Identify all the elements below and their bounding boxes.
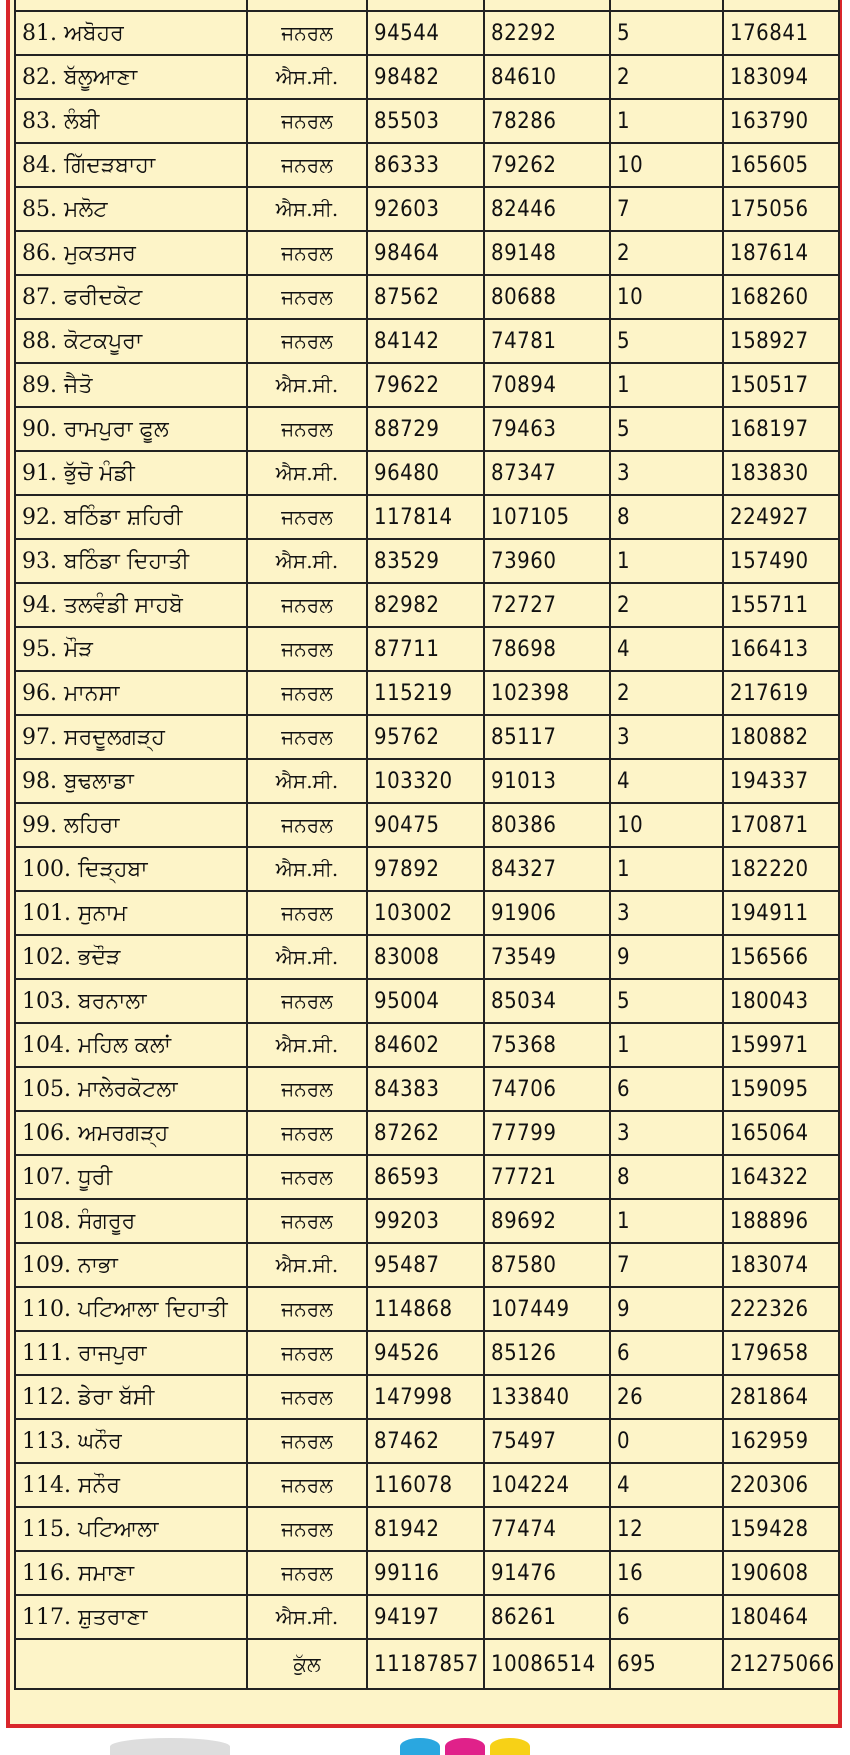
value-cell-col4: 85126 [484, 1331, 610, 1375]
value-cell-col4: 85117 [484, 715, 610, 759]
decorative-shape [445, 1738, 485, 1755]
table-row [15, 1375, 839, 1419]
value-cell-col3: 85503 [367, 99, 484, 143]
value-cell-col6: 159428 [723, 1507, 839, 1551]
value-cell-col6: 166413 [723, 627, 839, 671]
value-cell-col4: 72727 [484, 583, 610, 627]
table-row [15, 759, 839, 803]
table-frame [6, 0, 842, 1728]
value-cell-col3: 94526 [367, 1331, 484, 1375]
value-cell-col5: 1 [610, 1199, 723, 1243]
table-row [15, 99, 839, 143]
category-cell: ਜਨਰਲ [247, 1067, 367, 1111]
table-top-edge-row [15, 0, 839, 11]
category-cell: ਜਨਰਲ [247, 1331, 367, 1375]
value-cell-col4: 77799 [484, 1111, 610, 1155]
constituency-table [14, 0, 840, 1690]
value-cell-col6: 220306 [723, 1463, 839, 1507]
value-cell-col5: 7 [610, 1243, 723, 1287]
value-cell-col6: 176841 [723, 11, 839, 55]
value-cell-col4: 104224 [484, 1463, 610, 1507]
table-row [15, 1551, 839, 1595]
value-cell-col6: 156566 [723, 935, 839, 979]
constituency-name-cell: 98. ਬੁਢਲਾਡਾ [15, 759, 247, 803]
table-row [15, 319, 839, 363]
value-cell-col3: 99203 [367, 1199, 484, 1243]
table-row [15, 187, 839, 231]
constituency-name-cell: 81. ਅਬੋਹਰ [15, 11, 247, 55]
value-cell-col6: 188896 [723, 1199, 839, 1243]
value-cell-col4: 87347 [484, 451, 610, 495]
category-cell: ਜਨਰਲ [247, 275, 367, 319]
table-row [15, 1507, 839, 1551]
value-cell-col4: 87580 [484, 1243, 610, 1287]
value-cell-col6: 21275066 [723, 1639, 839, 1689]
value-cell-col5: 10 [610, 143, 723, 187]
constituency-name-cell: 90. ਰਾਮਪੁਰਾ ਫੂਲ [15, 407, 247, 451]
value-cell-col4: 75368 [484, 1023, 610, 1067]
category-cell: ਕੁੱਲ [247, 1639, 367, 1689]
value-cell-col5: 10 [610, 275, 723, 319]
constituency-name-cell: 107. ਧੂਰੀ [15, 1155, 247, 1199]
constituency-name-cell: 108. ਸੰਗਰੂਰ [15, 1199, 247, 1243]
category-cell: ਜਨਰਲ [247, 979, 367, 1023]
value-cell-col5: 1 [610, 847, 723, 891]
value-cell-col3: 99116 [367, 1551, 484, 1595]
value-cell-col3: 83529 [367, 539, 484, 583]
value-cell-col4: 77474 [484, 1507, 610, 1551]
total-row [15, 1639, 839, 1689]
value-cell-col5: 5 [610, 407, 723, 451]
value-cell-col4: 133840 [484, 1375, 610, 1419]
value-cell-col5: 9 [610, 935, 723, 979]
value-cell-col3: 116078 [367, 1463, 484, 1507]
table-row [15, 407, 839, 451]
value-cell-col4: 75497 [484, 1419, 610, 1463]
category-cell: ਜਨਰਲ [247, 99, 367, 143]
category-cell: ਐਸ.ਸੀ. [247, 451, 367, 495]
value-cell-col3: 87462 [367, 1419, 484, 1463]
category-cell: ਜਨਰਲ [247, 1111, 367, 1155]
category-cell: ਜਨਰਲ [247, 143, 367, 187]
value-cell-col6: 159971 [723, 1023, 839, 1067]
constituency-name-cell: 87. ਫਰੀਦਕੋਟ [15, 275, 247, 319]
value-cell-col6: 179658 [723, 1331, 839, 1375]
constituency-name-cell: 96. ਮਾਨਸਾ [15, 671, 247, 715]
value-cell-col6: 159095 [723, 1067, 839, 1111]
constituency-name-cell: 94. ਤਲਵੰਡੀ ਸਾਹਬੋ [15, 583, 247, 627]
value-cell-col3: 98464 [367, 231, 484, 275]
category-cell: ਜਨਰਲ [247, 11, 367, 55]
table-row [15, 671, 839, 715]
category-cell: ਐਸ.ਸੀ. [247, 935, 367, 979]
value-cell-col5: 6 [610, 1067, 723, 1111]
constituency-name-cell: 93. ਬਠਿੰਡਾ ਦਿਹਾਤੀ [15, 539, 247, 583]
value-cell-col5: 4 [610, 1463, 723, 1507]
value-cell-col3: 103002 [367, 891, 484, 935]
value-cell-col6: 165605 [723, 143, 839, 187]
value-cell-col3: 95004 [367, 979, 484, 1023]
value-cell-col3: 95762 [367, 715, 484, 759]
value-cell-col3: 114868 [367, 1287, 484, 1331]
value-cell-col6: 183830 [723, 451, 839, 495]
value-cell-col6: 163790 [723, 99, 839, 143]
category-cell: ਜਨਰਲ [247, 627, 367, 671]
constituency-name-cell: 114. ਸਨੌਰ [15, 1463, 247, 1507]
value-cell-col3: 98482 [367, 55, 484, 99]
category-cell: ਜਨਰਲ [247, 715, 367, 759]
value-cell-col4: 82446 [484, 187, 610, 231]
value-cell-col5: 3 [610, 715, 723, 759]
value-cell-col5: 5 [610, 11, 723, 55]
value-cell-col5: 3 [610, 1111, 723, 1155]
value-cell-col4: 85034 [484, 979, 610, 1023]
value-cell-col3: 92603 [367, 187, 484, 231]
value-cell-col6: 180464 [723, 1595, 839, 1639]
category-cell: ਐਸ.ਸੀ. [247, 539, 367, 583]
constituency-name-cell: 84. ਗਿੱਦੜਬਾਹਾ [15, 143, 247, 187]
value-cell-col5: 5 [610, 979, 723, 1023]
value-cell-col5: 1 [610, 539, 723, 583]
value-cell-col4: 84327 [484, 847, 610, 891]
value-cell-col6: 150517 [723, 363, 839, 407]
table-row [15, 803, 839, 847]
table-row [15, 495, 839, 539]
constituency-name-cell: 83. ਲੰਬੀ [15, 99, 247, 143]
value-cell-col4: 73960 [484, 539, 610, 583]
value-cell-col4: 77721 [484, 1155, 610, 1199]
constituency-name-cell: 102. ਭਦੌੜ [15, 935, 247, 979]
value-cell-col3: 83008 [367, 935, 484, 979]
value-cell-col3: 103320 [367, 759, 484, 803]
value-cell-col4: 79463 [484, 407, 610, 451]
value-cell-col6: 190608 [723, 1551, 839, 1595]
category-cell: ਜਨਰਲ [247, 671, 367, 715]
value-cell-col6: 165064 [723, 1111, 839, 1155]
footer-strip [0, 1728, 850, 1755]
category-cell: ਜਨਰਲ [247, 495, 367, 539]
table-row [15, 891, 839, 935]
constituency-name-cell: 86. ਮੁਕਤਸਰ [15, 231, 247, 275]
table-row [15, 363, 839, 407]
value-cell-col6: 194911 [723, 891, 839, 935]
value-cell-col6: 183094 [723, 55, 839, 99]
category-cell: ਜਨਰਲ [247, 1287, 367, 1331]
value-cell-col5: 8 [610, 1155, 723, 1199]
value-cell-col3: 147998 [367, 1375, 484, 1419]
value-cell-col3: 115219 [367, 671, 484, 715]
value-cell-col5: 9 [610, 1287, 723, 1331]
value-cell-col4: 78286 [484, 99, 610, 143]
table-row [15, 539, 839, 583]
constituency-name-cell: 106. ਅਮਰਗੜ੍ਹ [15, 1111, 247, 1155]
category-cell: ਐਸ.ਸੀ. [247, 363, 367, 407]
category-cell: ਐਸ.ਸੀ. [247, 55, 367, 99]
value-cell-col3: 87711 [367, 627, 484, 671]
value-cell-col3: 81942 [367, 1507, 484, 1551]
value-cell-col3: 84383 [367, 1067, 484, 1111]
value-cell-col5: 1 [610, 99, 723, 143]
table-row [15, 583, 839, 627]
constituency-name-cell: 97. ਸਰਦੂਲਗੜ੍ਹ [15, 715, 247, 759]
category-cell: ਜਨਰਲ [247, 1463, 367, 1507]
value-cell-col4: 84610 [484, 55, 610, 99]
category-cell: ਐਸ.ਸੀ. [247, 1595, 367, 1639]
value-cell-col4: 102398 [484, 671, 610, 715]
value-cell-col3: 86593 [367, 1155, 484, 1199]
table-row [15, 847, 839, 891]
constituency-name-cell: 116. ਸਮਾਣਾ [15, 1551, 247, 1595]
value-cell-col4: 74781 [484, 319, 610, 363]
constituency-name-cell: 82. ਬੱਲੂਆਣਾ [15, 55, 247, 99]
value-cell-col5: 4 [610, 759, 723, 803]
constituency-name-cell: 104. ਮਹਿਲ ਕਲਾਂ [15, 1023, 247, 1067]
constituency-name-cell: 89. ਜੈਤੋ [15, 363, 247, 407]
value-cell-col5: 12 [610, 1507, 723, 1551]
value-cell-col3: 84142 [367, 319, 484, 363]
category-cell: ਜਨਰਲ [247, 1507, 367, 1551]
value-cell-col5: 2 [610, 55, 723, 99]
value-cell-col3: 87262 [367, 1111, 484, 1155]
value-cell-col4: 107449 [484, 1287, 610, 1331]
category-cell: ਜਨਰਲ [247, 891, 367, 935]
value-cell-col6: 158927 [723, 319, 839, 363]
category-cell: ਐਸ.ਸੀ. [247, 187, 367, 231]
value-cell-col6: 182220 [723, 847, 839, 891]
constituency-name-cell: 117. ਸ਼ੁਤਰਾਣਾ [15, 1595, 247, 1639]
value-cell-col4: 79262 [484, 143, 610, 187]
value-cell-col3: 117814 [367, 495, 484, 539]
category-cell: ਐਸ.ਸੀ. [247, 1243, 367, 1287]
constituency-name-cell: 110. ਪਟਿਆਲਾ ਦਿਹਾਤੀ [15, 1287, 247, 1331]
value-cell-col5: 10 [610, 803, 723, 847]
constituency-name-cell: 91. ਭੁੱਚੋ ਮੰਡੀ [15, 451, 247, 495]
value-cell-col3: 96480 [367, 451, 484, 495]
category-cell: ਜਨਰਲ [247, 1551, 367, 1595]
value-cell-col5: 7 [610, 187, 723, 231]
table-row [15, 231, 839, 275]
constituency-name-cell: 111. ਰਾਜਪੁਰਾ [15, 1331, 247, 1375]
constituency-name-cell: 113. ਘਨੌਰ [15, 1419, 247, 1463]
value-cell-col3: 86333 [367, 143, 484, 187]
value-cell-col6: 168260 [723, 275, 839, 319]
category-cell: ਜਨਰਲ [247, 1155, 367, 1199]
category-cell: ਜਨਰਲ [247, 583, 367, 627]
value-cell-col3: 79622 [367, 363, 484, 407]
value-cell-col4: 91476 [484, 1551, 610, 1595]
category-cell: ਜਨਰਲ [247, 1375, 367, 1419]
value-cell-col6: 170871 [723, 803, 839, 847]
table-row [15, 275, 839, 319]
value-cell-col3: 95487 [367, 1243, 484, 1287]
value-cell-col6: 175056 [723, 187, 839, 231]
value-cell-col3: 87562 [367, 275, 484, 319]
constituency-name-cell: 88. ਕੋਟਕਪੂਰਾ [15, 319, 247, 363]
category-cell: ਜਨਰਲ [247, 1419, 367, 1463]
table-row [15, 1419, 839, 1463]
value-cell-col5: 1 [610, 363, 723, 407]
constituency-name-cell: 99. ਲਹਿਰਾ [15, 803, 247, 847]
value-cell-col5: 6 [610, 1331, 723, 1375]
value-cell-col4: 89148 [484, 231, 610, 275]
value-cell-col6: 281864 [723, 1375, 839, 1419]
decorative-shape [490, 1738, 530, 1755]
value-cell-col5: 2 [610, 583, 723, 627]
value-cell-col5: 0 [610, 1419, 723, 1463]
value-cell-col4: 91906 [484, 891, 610, 935]
table-row [15, 1199, 839, 1243]
category-cell: ਐਸ.ਸੀ. [247, 847, 367, 891]
category-cell: ਜਨਰਲ [247, 231, 367, 275]
value-cell-col6: 194337 [723, 759, 839, 803]
value-cell-col5: 3 [610, 451, 723, 495]
decorative-shape [110, 1738, 230, 1755]
constituency-name-cell: 103. ਬਰਨਾਲਾ [15, 979, 247, 1023]
table-row [15, 979, 839, 1023]
category-cell: ਜਨਰਲ [247, 1199, 367, 1243]
value-cell-col3: 84602 [367, 1023, 484, 1067]
table-row [15, 1155, 839, 1199]
value-cell-col4: 80386 [484, 803, 610, 847]
value-cell-col4: 86261 [484, 1595, 610, 1639]
table-row [15, 143, 839, 187]
category-cell: ਜਨਰਲ [247, 407, 367, 451]
constituency-name-cell: 85. ਮਲੋਟ [15, 187, 247, 231]
value-cell-col5: 695 [610, 1639, 723, 1689]
value-cell-col5: 1 [610, 1023, 723, 1067]
table-row [15, 1111, 839, 1155]
value-cell-col4: 70894 [484, 363, 610, 407]
value-cell-col5: 8 [610, 495, 723, 539]
table-row [15, 1023, 839, 1067]
value-cell-col4: 10086514 [484, 1639, 610, 1689]
constituency-name-cell: 92. ਬਠਿੰਡਾ ਸ਼ਹਿਰੀ [15, 495, 247, 539]
table-row [15, 55, 839, 99]
value-cell-col4: 73549 [484, 935, 610, 979]
value-cell-col6: 157490 [723, 539, 839, 583]
value-cell-col6: 162959 [723, 1419, 839, 1463]
table-row [15, 935, 839, 979]
value-cell-col4: 78698 [484, 627, 610, 671]
value-cell-col4: 82292 [484, 11, 610, 55]
value-cell-col5: 4 [610, 627, 723, 671]
decorative-shape [400, 1738, 440, 1755]
value-cell-col6: 222326 [723, 1287, 839, 1331]
value-cell-col3: 82982 [367, 583, 484, 627]
value-cell-col6: 224927 [723, 495, 839, 539]
category-cell: ਜਨਰਲ [247, 319, 367, 363]
value-cell-col6: 155711 [723, 583, 839, 627]
value-cell-col5: 5 [610, 319, 723, 363]
value-cell-col5: 16 [610, 1551, 723, 1595]
constituency-name-cell: 95. ਮੌੜ [15, 627, 247, 671]
table-row [15, 11, 839, 55]
value-cell-col6: 180882 [723, 715, 839, 759]
table-row [15, 1287, 839, 1331]
value-cell-col3: 88729 [367, 407, 484, 451]
value-cell-col3: 11187857 [367, 1639, 484, 1689]
value-cell-col3: 94197 [367, 1595, 484, 1639]
constituency-name-cell: 115. ਪਟਿਆਲਾ [15, 1507, 247, 1551]
value-cell-col4: 91013 [484, 759, 610, 803]
constituency-name-cell: 109. ਨਾਭਾ [15, 1243, 247, 1287]
value-cell-col6: 183074 [723, 1243, 839, 1287]
table-row [15, 1463, 839, 1507]
table-row [15, 1243, 839, 1287]
value-cell-col6: 164322 [723, 1155, 839, 1199]
table-row [15, 715, 839, 759]
table-row [15, 1595, 839, 1639]
constituency-name-cell: 105. ਮਾਲੇਰਕੋਟਲਾ [15, 1067, 247, 1111]
table-body [15, 0, 839, 1689]
value-cell-col3: 97892 [367, 847, 484, 891]
category-cell: ਐਸ.ਸੀ. [247, 1023, 367, 1067]
value-cell-col5: 2 [610, 231, 723, 275]
value-cell-col6: 168197 [723, 407, 839, 451]
value-cell-col5: 3 [610, 891, 723, 935]
value-cell-col4: 74706 [484, 1067, 610, 1111]
table-row [15, 627, 839, 671]
value-cell-col6: 187614 [723, 231, 839, 275]
value-cell-col6: 217619 [723, 671, 839, 715]
table-row [15, 1331, 839, 1375]
table-row [15, 1067, 839, 1111]
constituency-name-cell [15, 1639, 247, 1689]
value-cell-col5: 2 [610, 671, 723, 715]
value-cell-col3: 94544 [367, 11, 484, 55]
category-cell: ਜਨਰਲ [247, 803, 367, 847]
value-cell-col4: 107105 [484, 495, 610, 539]
value-cell-col3: 90475 [367, 803, 484, 847]
value-cell-col4: 80688 [484, 275, 610, 319]
value-cell-col4: 89692 [484, 1199, 610, 1243]
constituency-name-cell: 101. ਸੁਨਾਮ [15, 891, 247, 935]
value-cell-col5: 26 [610, 1375, 723, 1419]
category-cell: ਐਸ.ਸੀ. [247, 759, 367, 803]
table-row [15, 451, 839, 495]
constituency-name-cell: 112. ਡੇਰਾ ਬੱਸੀ [15, 1375, 247, 1419]
value-cell-col6: 180043 [723, 979, 839, 1023]
value-cell-col5: 6 [610, 1595, 723, 1639]
constituency-name-cell: 100. ਦਿੜ੍ਹਬਾ [15, 847, 247, 891]
